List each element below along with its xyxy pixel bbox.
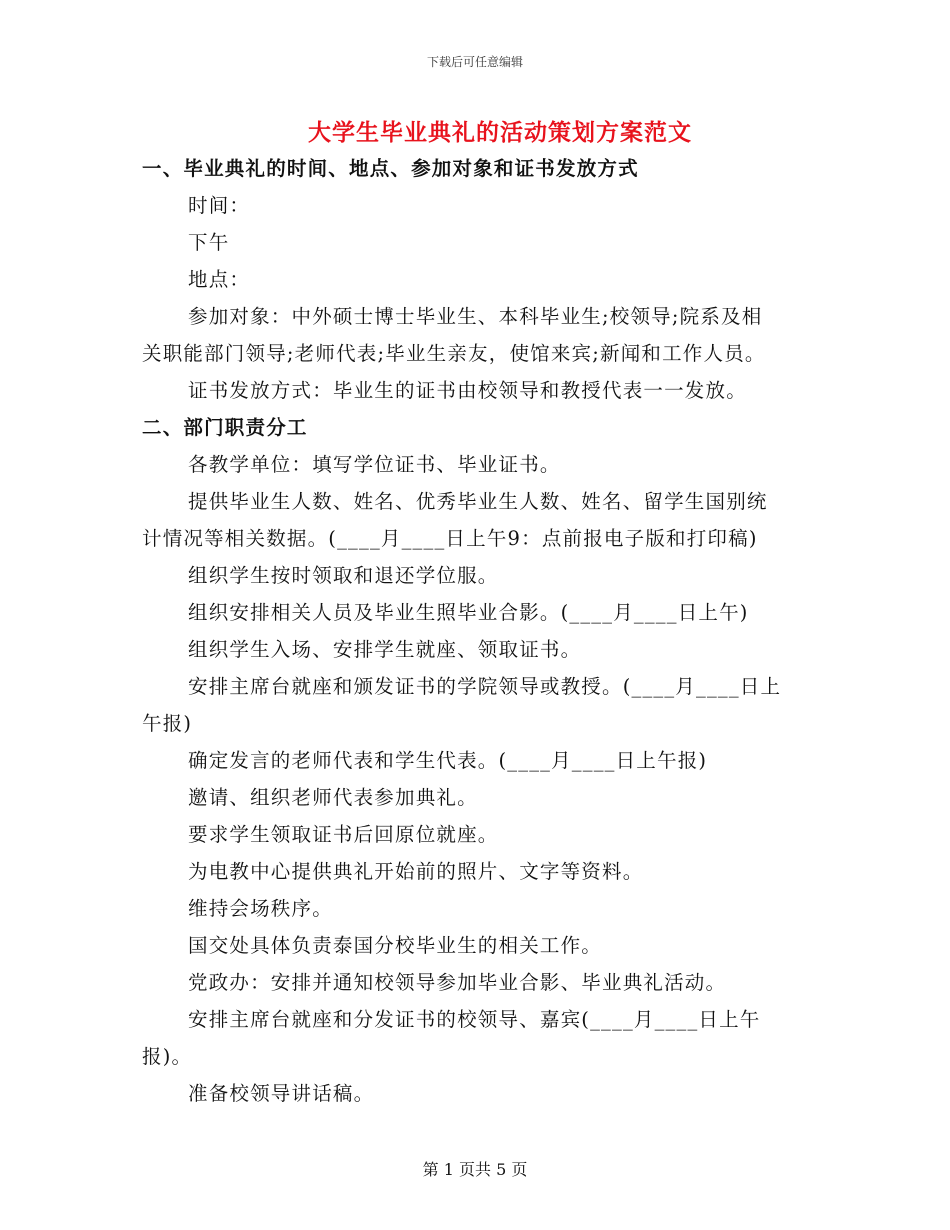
- paragraph-line: 要求学生领取证书后回原位就座。: [188, 823, 499, 846]
- header-note: 下载后可任意编辑: [426, 55, 523, 69]
- document-body: [142, 150, 806, 1112]
- paragraph-line: 组织学生入场、安排学生就座、领取证书。: [188, 638, 582, 661]
- paragraph-line: 关职能部门领导;老师代表;毕业生亲友，使馆来宾;新闻和工作人员。: [142, 342, 766, 365]
- paragraph-line: 组织学生按时领取和退还学位服。: [188, 564, 499, 587]
- paragraph-line: 参加对象：中外硕士博士毕业生、本科毕业生;校领导;院系及相: [188, 305, 763, 328]
- paragraph-line: 准备校领导讲话稿。: [188, 1082, 375, 1105]
- paragraph-line: 计情况等相关数据。(____月____日上午9：点前报电子版和打印稿): [142, 527, 758, 550]
- paragraph-line: 国交处具体负责泰国分校毕业生的相关工作。: [188, 934, 603, 957]
- paragraph-line: 时间：: [188, 194, 251, 217]
- paragraph-line: 党政办：安排并通知校领导参加毕业合影、毕业典礼活动。: [188, 971, 727, 994]
- page-footer: 第 1 页共 5 页: [422, 1160, 528, 1179]
- paragraph-line: 提供毕业生人数、姓名、优秀毕业生人数、姓名、留学生国别统: [188, 490, 768, 513]
- paragraph-line: 组织安排相关人员及毕业生照毕业合影。(____月____日上午): [188, 601, 749, 624]
- paragraph-line: 报)。: [142, 1045, 193, 1068]
- paragraph-line: 午报): [142, 712, 193, 735]
- section-heading: 二、部门职责分工: [142, 416, 308, 439]
- paragraph-line: 为电教中心提供典礼开始前的照片、文字等资料。: [188, 860, 644, 883]
- paragraph-line: 安排主席台就座和颁发证书的学院领导或教授。(____月____日上: [188, 675, 782, 698]
- paragraph-line: 安排主席台就座和分发证书的校领导、嘉宾(____月____日上午: [188, 1008, 761, 1031]
- document-title: 大学生毕业典礼的活动策划方案范文: [308, 119, 692, 146]
- paragraph-line: 证书发放方式：毕业生的证书由校领导和教授代表一一发放。: [188, 379, 747, 402]
- section-heading: 一、毕业典礼的时间、地点、参加对象和证书发放方式: [142, 157, 639, 180]
- paragraph-line: 邀请、组织老师代表参加典礼。: [188, 786, 478, 809]
- paragraph-line: 地点：: [188, 268, 251, 291]
- paragraph-line: 确定发言的老师代表和学生代表。(____月____日上午报): [188, 749, 708, 772]
- paragraph-line: 各教学单位：填写学位证书、毕业证书。: [188, 453, 561, 476]
- paragraph-line: 下午: [188, 231, 230, 254]
- paragraph-line: 维持会场秩序。: [188, 897, 333, 920]
